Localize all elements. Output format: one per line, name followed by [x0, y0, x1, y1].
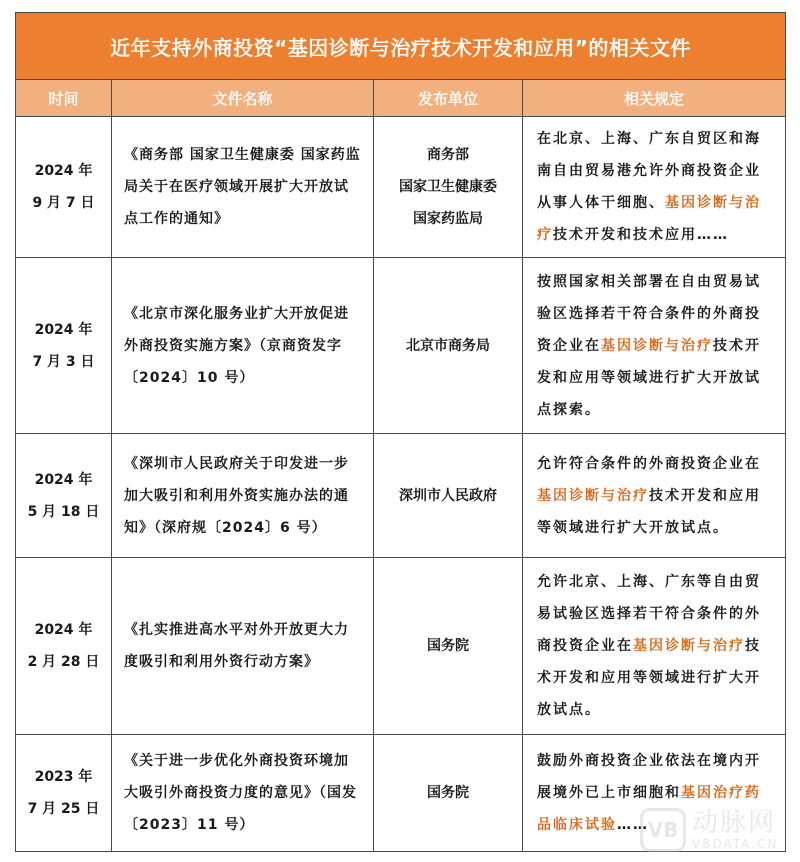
date-year: 2024 年: [34, 163, 93, 179]
regulation-text: 技术开发和应用等领域进行扩大开放试点。: [537, 487, 761, 536]
highlight-text: 基因治疗药品临床试验: [537, 785, 761, 833]
date-day: 7 月 25 日: [27, 801, 100, 817]
regulation-cell: [523, 434, 785, 557]
date-year: 2023 年: [34, 769, 93, 785]
highlight-text: 基因诊断与治疗: [633, 638, 745, 654]
header-regulation: 相关规定: [623, 89, 684, 108]
highlight-text: 基因诊断与治疗: [537, 195, 761, 243]
publisher-cell: [374, 117, 523, 257]
highlight-text: 基因诊断与治疗: [601, 337, 713, 354]
regulation-text: 技术开发和技术应用……: [553, 227, 729, 243]
date-day: 5 月 18 日: [27, 503, 100, 520]
regulation-text: 按照国家相关部署在自由贸易试验区选择若干符合条件的外商投资企业在: [537, 273, 761, 354]
watermark: [640, 808, 778, 852]
regulation-cell: [523, 258, 785, 433]
publisher-line: 北京市商务局: [406, 337, 490, 354]
date-cell: [16, 434, 112, 557]
date-year: 2024 年: [34, 321, 93, 338]
date-cell: [16, 735, 112, 851]
publisher-line: 商务部: [427, 147, 469, 163]
regulation-text: 技术开发和应用等领域进行扩大开放试点。: [537, 638, 761, 718]
table-row: [16, 258, 785, 434]
publisher-cell: [374, 558, 523, 734]
regulation-cell: [523, 558, 785, 734]
publisher-cell: [374, 258, 523, 433]
policy-documents-table: [15, 12, 786, 852]
watermark-domain: VBDATA.CN: [692, 837, 779, 851]
date-cell: [16, 558, 112, 734]
publisher-cell: [374, 434, 523, 557]
date-day: 2 月 28 日: [27, 654, 100, 670]
regulation-cell: [523, 117, 785, 257]
date-cell: [16, 258, 112, 433]
publisher-line: 国务院: [427, 638, 469, 654]
date-day: 9 月 7 日: [32, 195, 95, 211]
table-row: [16, 117, 785, 258]
date-year: 2024 年: [34, 471, 93, 488]
date-cell: [16, 117, 112, 257]
watermark-name: 动脉网: [692, 808, 777, 838]
publisher-cell: [374, 735, 523, 851]
publisher-line: 深圳市人民政府: [399, 487, 497, 504]
publisher-line: 国家药监局: [413, 211, 483, 227]
date-day: 7 月 3 日: [32, 353, 95, 370]
header-publisher: 发布单位: [374, 80, 523, 116]
header-row: [16, 80, 785, 117]
watermark-text: [692, 810, 778, 850]
document-name-cell: 《扎实推进高水平对外开放更大力度吸引和利用外资行动方案》: [112, 558, 374, 734]
table-row: [16, 558, 785, 735]
regulation-text: 技术开发和应用等领域进行扩大开放试点探索。: [537, 337, 761, 418]
header-document-name: 文件名称: [112, 80, 374, 116]
date-year: 2024 年: [34, 622, 93, 638]
document-name-cell: 《深圳市人民政府关于印发进一步加大吸引和利用外资实施办法的通知》（深府规〔2024〕6 号）: [112, 434, 374, 557]
document-name-cell: 《北京市深化服务业扩大开放促进外商投资实施方案》（京商资发字〔2024〕10 号）: [112, 258, 374, 433]
header-time: 时间: [16, 80, 112, 116]
regulation-text: 鼓励外商投资企业依法在境内开展境外已上市细胞和: [537, 753, 761, 801]
table-row: [16, 434, 785, 558]
document-name-cell: 《关于进一步优化外商投资环境加大吸引外商投资力度的意见》（国发〔2023〕11 号）: [112, 735, 374, 851]
regulation-text: 允许北京、上海、广东等自由贸易试验区选择若干符合条件的外商投资企业在: [537, 574, 761, 654]
publisher-line: 国家卫生健康委: [399, 179, 497, 195]
regulation-text: 在北京、上海、广东自贸区和海南自由贸易港允许外商投资企业从事人体干细胞、: [537, 131, 761, 211]
table-title: 近年支持外商投资“基因诊断与治疗技术开发和应用”的相关文件: [16, 13, 785, 80]
regulation-text: ……: [617, 817, 649, 833]
regulation-text: 允许符合条件的外商投资企业在: [537, 455, 761, 472]
highlight-text: 基因诊断与治疗: [537, 487, 649, 504]
document-name-cell: 《商务部 国家卫生健康委 国家药监局关于在医疗领域开展扩大开放试点工作的通知》: [112, 117, 374, 257]
publisher-line: 国务院: [427, 785, 469, 801]
vb-logo-icon: VB: [640, 808, 686, 852]
